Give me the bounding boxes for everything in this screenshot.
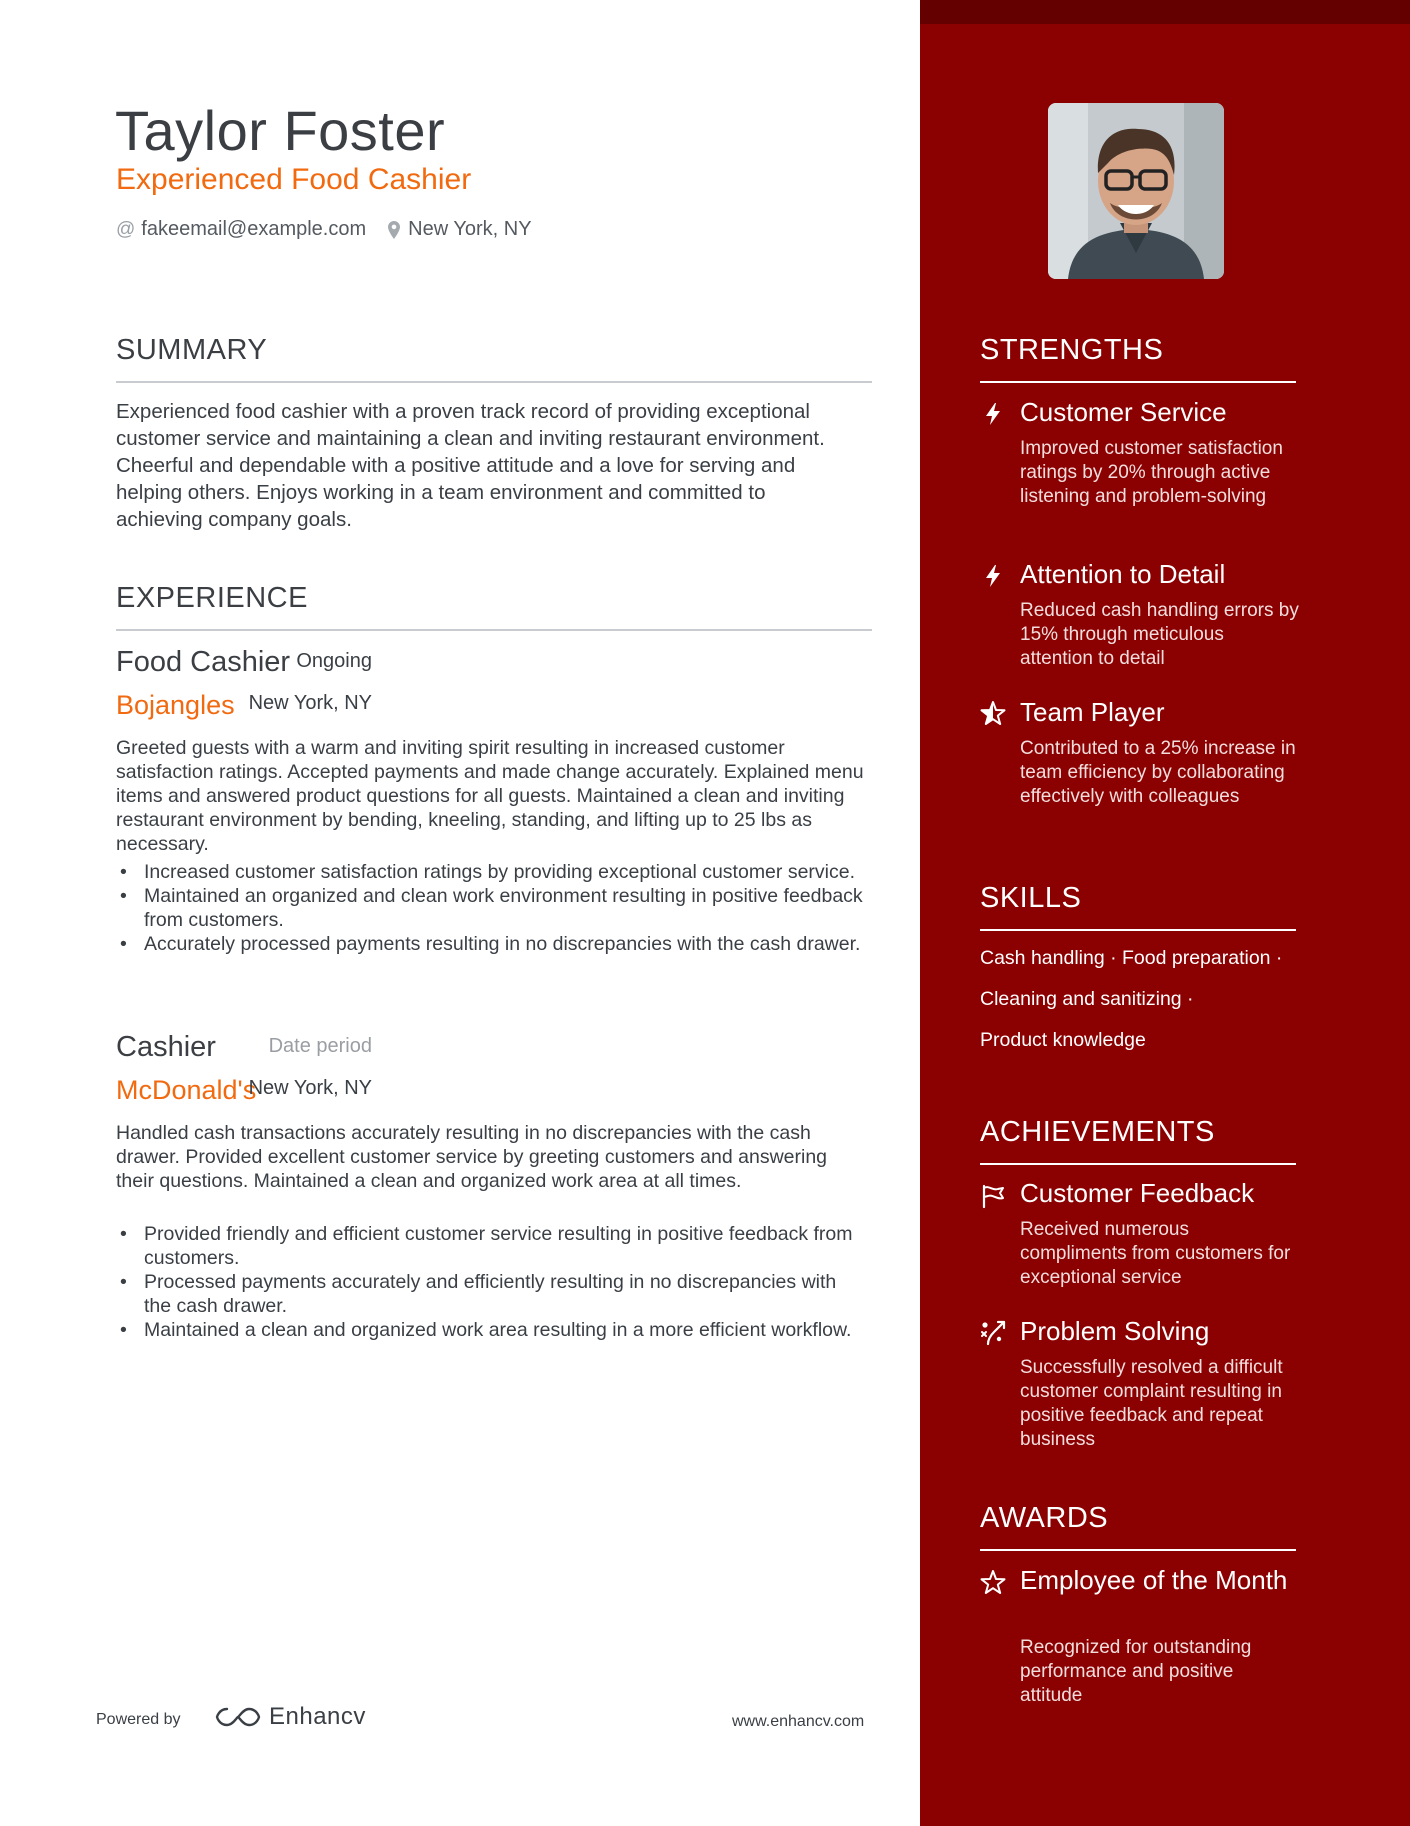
strengths-divider [980, 381, 1296, 383]
skills-heading: SKILLS [980, 882, 1082, 914]
strength-title: Customer Service [1020, 397, 1227, 427]
job-description: Handled cash transactions accurately resulting in no discrepancies with the cash drawer. Provided excellent customer service by greeting customers and answering their questions. Maintained a clean and organized work area at all times. [116, 1122, 828, 1192]
route-icon [980, 1320, 1006, 1346]
at-icon: @ [116, 218, 136, 240]
strength-title: Team Player [1020, 697, 1165, 727]
achievement-description: Successfully resolved a difficult customer complaint resulting in positive feedback and repeat business [1020, 1357, 1283, 1450]
job-date: Ongoing [296, 650, 372, 672]
skills-line: Product knowledge [980, 1029, 1146, 1051]
strength-description: Contributed to a 25% increase in team efficiency by collaborating effectively with colleagues [1020, 738, 1296, 807]
location-text: New York, NY [408, 218, 532, 240]
job-bullets [116, 860, 866, 956]
strength-description: Reduced cash handling errors by 15% through meticulous attention to detail [1020, 600, 1299, 669]
skills-line: Cleaning and sanitizing · [980, 988, 1194, 1010]
job-description: Greeted guests with a warm and inviting spirit resulting in increased customer satisfaction ratings. Accepted payments and made change accurately. Explained menu items and answered product questions for all guests. Maintained a clean and inviting restaurant environment by bending, kneeling, standing, and lifting up to 25 lbs as necessary. [116, 737, 864, 855]
summary-divider [116, 381, 872, 383]
sidebar [920, 0, 1410, 1826]
award-title: Employee of the Month [1020, 1565, 1288, 1595]
list-item: • Maintained a clean and organized work area resulting in a more efficient workflow. [116, 1318, 866, 1342]
summary-heading: SUMMARY [116, 334, 268, 366]
sidebar-top-band [920, 0, 1410, 24]
job-date: Date period [268, 1035, 372, 1057]
job-company: McDonald's [116, 1075, 257, 1105]
footer-brand-name: Enhancv [269, 1703, 366, 1730]
profile-photo [1048, 103, 1224, 279]
strengths-heading: STRENGTHS [980, 334, 1164, 366]
achievements-heading: ACHIEVEMENTS [980, 1116, 1215, 1148]
list-item: • Provided friendly and efficient customer service resulting in positive feedback from customers. [116, 1222, 866, 1270]
candidate-title: Experienced Food Cashier [116, 163, 472, 196]
contact-row [116, 218, 554, 241]
strength-title: Attention to Detail [1020, 559, 1226, 589]
star-outline-icon [980, 1569, 1006, 1595]
lightning-icon [980, 401, 1006, 427]
strength-description: Improved customer satisfaction ratings by 20% through active listening and problem-solving [1020, 438, 1283, 507]
enhancv-logo-icon [215, 1705, 261, 1729]
footer-url-link[interactable]: www.enhancv.com [732, 1713, 865, 1730]
location-pin-icon [388, 221, 400, 239]
contact-location [388, 218, 531, 241]
lightning-icon [980, 563, 1006, 589]
job-title: Food Cashier [116, 646, 291, 678]
job-title: Cashier [116, 1031, 216, 1063]
star-half-icon [980, 700, 1006, 726]
awards-divider [980, 1549, 1296, 1551]
skills-divider [980, 929, 1296, 931]
contact-email[interactable] [116, 218, 366, 241]
footer-powered-by: Powered by [96, 1711, 181, 1728]
awards-heading: AWARDS [980, 1502, 1109, 1534]
skills-line: Cash handling · Food preparation · [980, 947, 1283, 969]
experience-heading: EXPERIENCE [116, 582, 308, 614]
list-item: • Processed payments accurately and efficiently resulting in no discrepancies with the cash drawer. [116, 1270, 866, 1318]
experience-divider [116, 629, 872, 631]
achievement-title: Problem Solving [1020, 1316, 1210, 1346]
job-company: Bojangles [116, 690, 235, 720]
achievements-divider [980, 1163, 1296, 1165]
footer-brand-logo[interactable] [215, 1703, 366, 1731]
list-item: • Increased customer satisfaction ratings by providing exceptional customer service. [116, 860, 866, 884]
list-item: • Accurately processed payments resulting in no discrepancies with the cash drawer. [116, 932, 866, 956]
flag-icon [980, 1183, 1006, 1209]
summary-text: Experienced food cashier with a proven track record of providing exceptional customer service and maintaining a clean and inviting restaurant environment. Cheerful and dependable with a positive attitude and a love for serving and helping others. Enjoys working in a team environment and committed to achieving company goals. [116, 400, 825, 531]
candidate-name: Taylor Foster [115, 99, 446, 162]
job-location: New York, NY [248, 692, 372, 714]
email-text: fakeemail@example.com [141, 218, 367, 240]
job-bullets [116, 1222, 866, 1342]
profile-photo-image [1048, 103, 1224, 279]
job-location: New York, NY [248, 1077, 372, 1099]
achievement-title: Customer Feedback [1020, 1178, 1255, 1208]
list-item: • Maintained an organized and clean work environment resulting in positive feedback from customers. [116, 884, 866, 932]
award-description: Recognized for outstanding performance and positive attitude [1020, 1637, 1252, 1706]
achievement-description: Received numerous compliments from customers for exceptional service [1020, 1219, 1291, 1288]
